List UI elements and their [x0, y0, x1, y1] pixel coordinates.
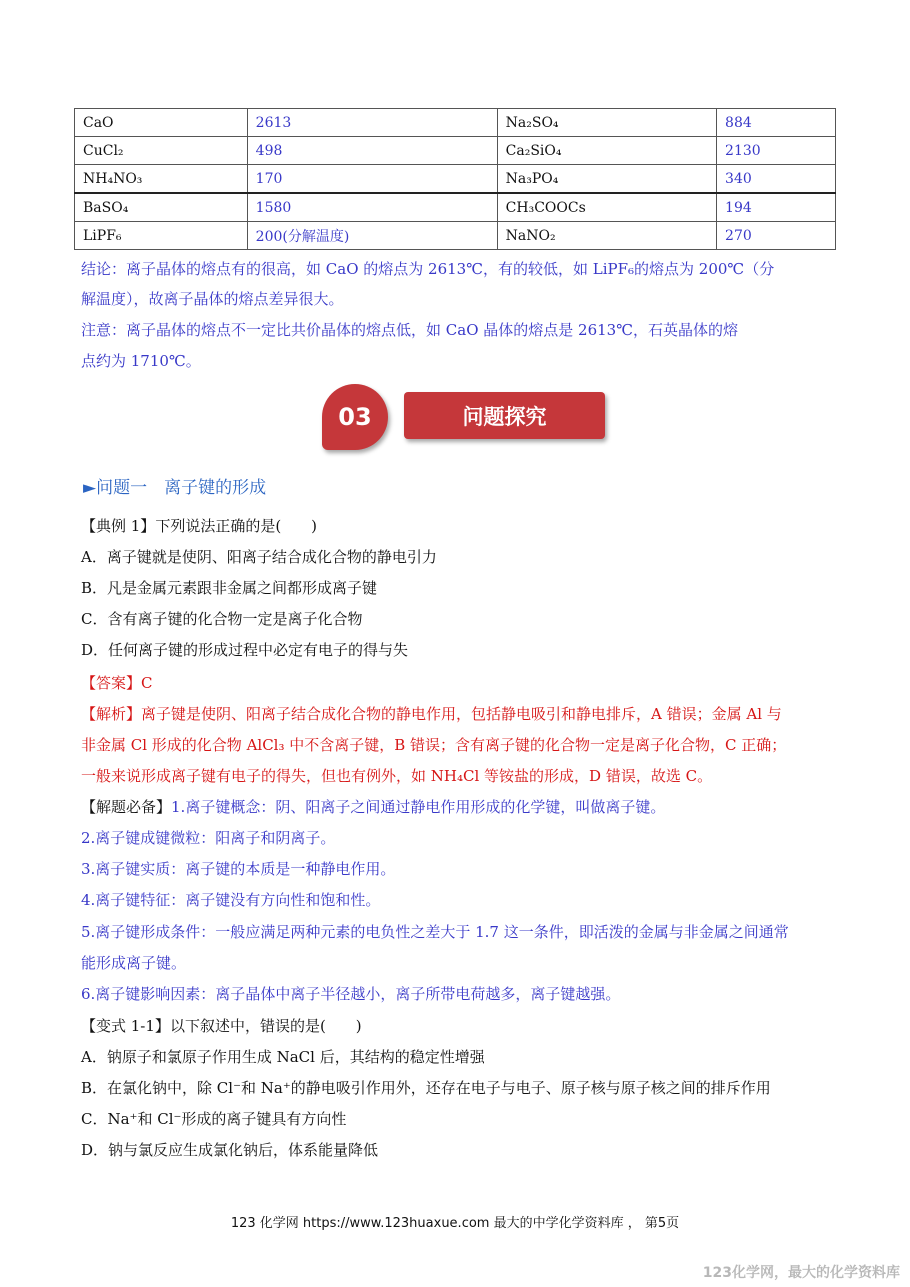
compound-cell: CuCl₂ — [75, 137, 248, 165]
note-line: 点约为 1710℃。 — [81, 352, 201, 370]
variant-tag: 【变式 1-1】 — [81, 1017, 170, 1035]
table-row — [75, 222, 836, 250]
section-heading: ►问题一 离子键的形成 — [83, 478, 267, 498]
essentials-line — [81, 796, 665, 817]
table-row — [75, 165, 836, 194]
melting-point-table — [74, 108, 836, 250]
compound-cell: LiPF₆ — [75, 222, 248, 250]
melting-point-cell: 194 — [717, 193, 836, 222]
melting-point-cell: 1580 — [247, 193, 497, 222]
compound-cell: CH₃COOCs — [497, 193, 716, 222]
essentials-item: 4.离子键特征：离子键没有方向性和饱和性。 — [81, 891, 381, 909]
option-line: D．任何离子键的形成过程中必定有电子的得与失 — [81, 641, 409, 659]
page-footer: 123 化学网 https://www.123huaxue.com 最大的中学化学资料库 ， 第5页 — [230, 1216, 680, 1231]
example-question — [81, 515, 317, 536]
answer-value: C — [141, 674, 153, 692]
watermark: 123化学网，最大的化学资料库 — [702, 1265, 900, 1281]
example-tag: 【典例 1】 — [81, 517, 156, 535]
melting-point-cell: 498 — [247, 137, 497, 165]
compound-cell: BaSO₄ — [75, 193, 248, 222]
essentials-item: 3.离子键实质：离子键的本质是一种静电作用。 — [81, 860, 396, 878]
analysis-line: 【解析】离子键是使阴、阳离子结合成化合物的静电作用，包括静电吸引和静电排斥，A 错误；金属 Al 与 — [81, 705, 782, 723]
answer-line — [81, 672, 153, 693]
melting-point-cell: 200(分解温度) — [247, 222, 497, 250]
compound-cell: CaO — [75, 109, 248, 137]
variant-question-text: 以下叙述中，错误的是( ) — [169, 1017, 362, 1035]
analysis-line: 非金属 Cl 形成的化合物 AlCl₃ 中不含离子键，B 错误；含有离子键的化合物一定是离子化合物，C 正确； — [81, 736, 787, 754]
essentials-item: 2.离子键成键微粒：阳离子和阴离子。 — [81, 829, 336, 847]
melting-point-cell: 270 — [717, 222, 836, 250]
example-question-text: 下列说法正确的是( ) — [155, 517, 318, 535]
table-row — [75, 193, 836, 222]
answer-tag: 【答案】 — [81, 674, 142, 692]
essentials-item: 5.离子键形成条件：一般应满足两种元素的电负性之差大于 1.7 这一条件，即活泼的金属与非金属之间通常 — [81, 923, 789, 941]
table-row — [75, 137, 836, 165]
essentials-item: 6.离子键影响因素：离子晶体中离子半径越小，离子所带电荷越多，离子键越强。 — [81, 985, 621, 1003]
option-line: C．Na⁺和 Cl⁻形成的离子键具有方向性 — [81, 1110, 347, 1128]
melting-point-cell: 2130 — [717, 137, 836, 165]
conclusion-line: 结论：离子晶体的熔点有的很高，如 CaO 的熔点为 2613℃，有的较低，如 LiPF₆的熔点为 200℃（分 — [81, 260, 775, 278]
variant-question — [81, 1015, 362, 1036]
option-line: B．在氯化钠中，除 Cl⁻和 Na⁺的静电吸引作用外，还存在电子与电子、原子核与原子核之间的排斥作用 — [81, 1079, 771, 1097]
compound-cell: NH₄NO₃ — [75, 165, 248, 194]
analysis-line: 一般来说形成离子键有电子的得失，但也有例外，如 NH₄Cl 等铵盐的形成，D 错误，故选 C。 — [81, 767, 713, 785]
compound-cell: Na₂SO₄ — [497, 109, 716, 137]
option-line: C．含有离子键的化合物一定是离子化合物 — [81, 610, 363, 628]
compound-cell: Na₃PO₄ — [497, 165, 716, 194]
compound-cell: Ca₂SiO₄ — [497, 137, 716, 165]
melting-point-cell: 170 — [247, 165, 497, 194]
section-number-badge: 03 — [322, 384, 388, 450]
option-line: A．钠原子和氯原子作用生成 NaCl 后，其结构的稳定性增强 — [81, 1048, 485, 1066]
table-row — [75, 109, 836, 137]
melting-point-cell: 340 — [717, 165, 836, 194]
option-line: A．离子键就是使阴、阳离子结合成化合物的静电引力 — [81, 548, 437, 566]
essentials-item: 能形成离子键。 — [81, 954, 187, 972]
essentials-tag: 【解题必备】 — [81, 798, 172, 816]
compound-cell: NaNO₂ — [497, 222, 716, 250]
note-line: 注意：离子晶体的熔点不一定比共价晶体的熔点低，如 CaO 晶体的熔点是 2613℃，石英晶体的熔 — [81, 321, 738, 339]
option-line: B．凡是金属元素跟非金属之间都形成离子键 — [81, 579, 378, 597]
melting-point-cell: 884 — [717, 109, 836, 137]
section-title-banner: 问题探究 — [404, 392, 605, 439]
option-line: D．钠与氯反应生成氯化钠后，体系能量降低 — [81, 1141, 379, 1159]
melting-point-cell: 2613 — [247, 109, 497, 137]
conclusion-line: 解温度），故离子晶体的熔点差异很大。 — [81, 290, 344, 308]
essentials-item: 1.离子键概念：阴、阳离子之间通过静电作用形成的化学键，叫做离子键。 — [171, 798, 666, 816]
